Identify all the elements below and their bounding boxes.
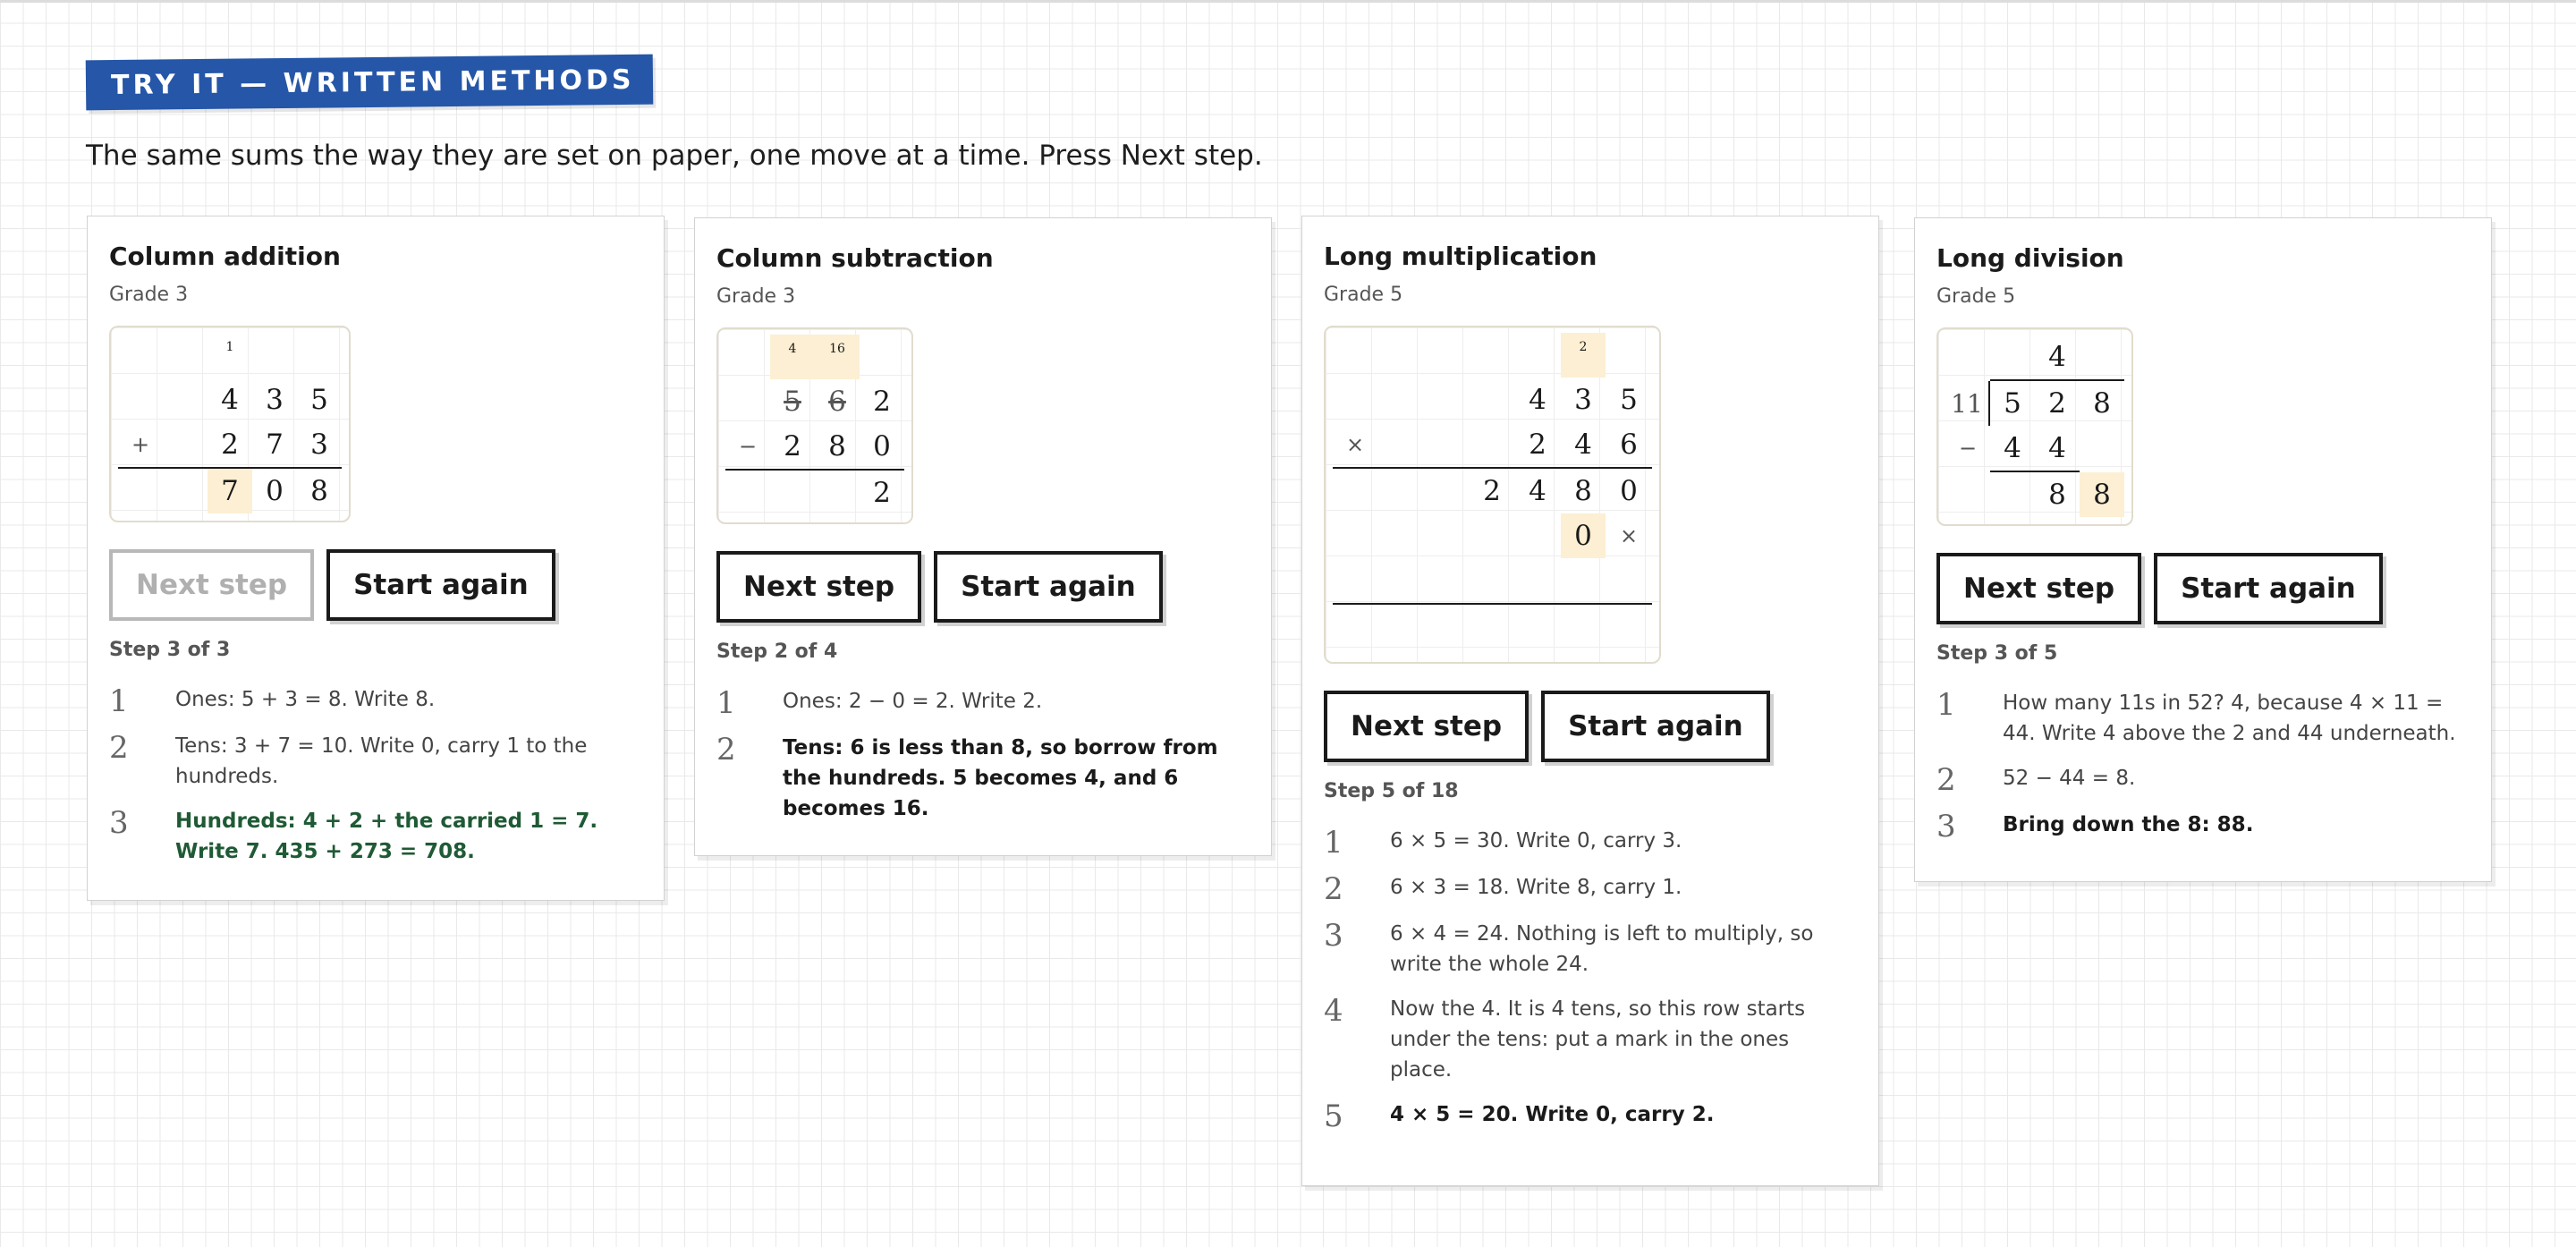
start-again-button[interactable]: Start again bbox=[326, 549, 555, 621]
list-item bbox=[1324, 871, 1857, 907]
digit: 6 bbox=[1620, 428, 1638, 461]
list-item bbox=[109, 731, 642, 792]
next-step-button[interactable]: Next step bbox=[1936, 553, 2141, 624]
carry-digit: 2 bbox=[1561, 333, 1606, 377]
list-item bbox=[1936, 688, 2470, 749]
partial-digit: 4 bbox=[1529, 475, 1546, 507]
digit: 2 bbox=[221, 428, 239, 461]
step-text: 52 − 44 = 8. bbox=[2003, 767, 2136, 790]
step-counter: Step 5 of 18 bbox=[1324, 780, 1459, 802]
remainder-digit: 8 bbox=[2080, 472, 2124, 517]
step-text: Ones: 2 − 0 = 2. Write 2. bbox=[783, 690, 1043, 713]
list-item bbox=[109, 806, 642, 867]
card-long-multiplication bbox=[1301, 216, 1879, 1186]
list-item bbox=[1324, 1099, 1857, 1132]
next-step-button[interactable]: Next step bbox=[716, 551, 921, 623]
operator-sign: − bbox=[738, 434, 758, 459]
borrow-digit: 16 bbox=[815, 335, 860, 379]
step-text: 6 × 4 = 24. Nothing is left to multiply, so write the whole 24. bbox=[1390, 922, 1814, 976]
step-number: 3 bbox=[1324, 918, 1343, 954]
digit: 6 bbox=[828, 386, 846, 418]
step-list bbox=[109, 684, 642, 867]
result-digit: 0 bbox=[266, 475, 284, 507]
step-list bbox=[716, 686, 1250, 824]
digit: 2 bbox=[2048, 387, 2066, 420]
list-item bbox=[109, 684, 642, 717]
result-digit: 2 bbox=[873, 477, 891, 509]
step-text: How many 11s in 52? 4, because 4 × 11 = 44. Write 4 above the 2 and 44 underneath. bbox=[2003, 691, 2456, 745]
digit: 4 bbox=[1529, 384, 1546, 416]
step-number: 1 bbox=[109, 683, 129, 719]
step-text: Tens: 3 + 7 = 10. Write 0, carry 1 to the hundreds. bbox=[175, 734, 588, 788]
borrow-digit: 4 bbox=[770, 335, 815, 379]
step-text: 6 × 3 = 18. Write 8, carry 1. bbox=[1390, 876, 1682, 899]
total-line bbox=[1333, 603, 1652, 605]
start-again-button[interactable]: Start again bbox=[934, 551, 1163, 623]
card-grade: Grade 3 bbox=[716, 285, 796, 308]
carry-digit: 1 bbox=[225, 340, 234, 354]
placeholder-mark: × bbox=[1619, 523, 1639, 548]
step-list bbox=[1324, 826, 1857, 1132]
step-text: 6 × 5 = 30. Write 0, carry 3. bbox=[1390, 829, 1682, 853]
digit: 4 bbox=[2004, 432, 2021, 464]
digit: 3 bbox=[1574, 384, 1592, 416]
next-step-button[interactable]: Next step bbox=[1324, 691, 1529, 762]
digit: 5 bbox=[2004, 387, 2021, 420]
card-title: Long multiplication bbox=[1324, 242, 1597, 271]
digit: 3 bbox=[266, 384, 284, 416]
step-text: 4 × 5 = 20. Write 0, carry 2. bbox=[1390, 1103, 1715, 1126]
result-digit: 7 bbox=[208, 469, 252, 513]
card-long-division bbox=[1914, 217, 2492, 882]
list-item bbox=[716, 733, 1250, 824]
partial-digit: 8 bbox=[1574, 475, 1592, 507]
digit: 8 bbox=[2093, 387, 2111, 420]
operator-sign: + bbox=[131, 432, 150, 457]
list-item bbox=[1936, 762, 2470, 798]
divisor: 11 bbox=[1945, 381, 1990, 426]
working-grid bbox=[1936, 327, 2133, 526]
result-digit: 8 bbox=[310, 475, 328, 507]
card-title: Long division bbox=[1936, 243, 2124, 273]
step-list bbox=[1936, 688, 2470, 842]
intro-text: The same sums the way they are set on paper, one move at a time. Press Next step. bbox=[86, 140, 1263, 172]
digit: 7 bbox=[266, 428, 284, 461]
card-title: Column subtraction bbox=[716, 243, 994, 273]
digit: 4 bbox=[1574, 428, 1592, 461]
quotient-digit: 4 bbox=[2048, 341, 2066, 373]
step-number: 2 bbox=[716, 732, 736, 768]
digit: 5 bbox=[1620, 384, 1638, 416]
partial-digit: 0 bbox=[1561, 513, 1606, 558]
digit: 2 bbox=[873, 386, 891, 418]
digit: 2 bbox=[1529, 428, 1546, 461]
partial-digit: 0 bbox=[1620, 475, 1638, 507]
step-number: 3 bbox=[109, 805, 129, 841]
step-number: 2 bbox=[1324, 871, 1343, 907]
digit: 4 bbox=[2048, 432, 2066, 464]
digit: 4 bbox=[221, 384, 239, 416]
card-grade: Grade 5 bbox=[1936, 285, 2016, 308]
card-column-addition bbox=[87, 216, 665, 901]
digit: 8 bbox=[828, 430, 846, 462]
list-item bbox=[1324, 919, 1857, 980]
step-text: Now the 4. It is 4 tens, so this row starts under the tens: put a mark in the ones place. bbox=[1390, 997, 1806, 1082]
card-title: Column addition bbox=[109, 242, 341, 271]
card-grade: Grade 3 bbox=[109, 284, 189, 306]
card-grade: Grade 5 bbox=[1324, 284, 1403, 306]
step-number: 3 bbox=[1936, 809, 1956, 844]
digit: 2 bbox=[784, 430, 801, 462]
step-number: 1 bbox=[1324, 825, 1343, 861]
step-number: 1 bbox=[1936, 687, 1956, 723]
working-grid bbox=[109, 326, 351, 522]
card-column-subtraction bbox=[694, 217, 1272, 856]
step-number: 4 bbox=[1324, 993, 1343, 1029]
step-counter: Step 2 of 4 bbox=[716, 640, 838, 663]
list-item bbox=[1936, 810, 2470, 842]
digit: 3 bbox=[310, 428, 328, 461]
working-grid bbox=[1324, 326, 1661, 664]
operator-sign: − bbox=[1958, 436, 1978, 461]
section-banner: TRY IT — WRITTEN METHODS bbox=[86, 55, 654, 111]
working-grid bbox=[716, 327, 913, 524]
top-border bbox=[0, 0, 2576, 3]
list-item bbox=[716, 685, 1250, 721]
step-number: 2 bbox=[109, 730, 129, 766]
digit: 5 bbox=[784, 386, 801, 418]
digit: 0 bbox=[873, 430, 891, 462]
list-item bbox=[1324, 825, 1857, 861]
step-number: 1 bbox=[716, 685, 736, 721]
start-again-button[interactable]: Start again bbox=[2154, 553, 2383, 624]
step-number: 5 bbox=[1324, 1099, 1343, 1134]
operator-sign: × bbox=[1345, 432, 1365, 457]
next-step-button[interactable]: Next step bbox=[109, 549, 314, 621]
start-again-button[interactable]: Start again bbox=[1541, 691, 1770, 762]
partial-digit: 2 bbox=[1483, 475, 1501, 507]
step-counter: Step 3 of 3 bbox=[109, 639, 231, 661]
remainder-digit: 8 bbox=[2048, 479, 2066, 511]
step-text: Bring down the 8: 88. bbox=[2003, 813, 2254, 836]
step-text: Hundreds: 4 + 2 + the carried 1 = 7. Write 7. 435 + 273 = 708. bbox=[175, 810, 598, 863]
list-item bbox=[1324, 994, 1857, 1085]
step-text: Ones: 5 + 3 = 8. Write 8. bbox=[175, 688, 436, 711]
step-text: Tens: 6 is less than 8, so borrow from the hundreds. 5 becomes 4, and 6 becomes 16. bbox=[783, 736, 1218, 820]
digit: 5 bbox=[310, 384, 328, 416]
step-number: 2 bbox=[1936, 762, 1956, 798]
step-counter: Step 3 of 5 bbox=[1936, 642, 2058, 665]
